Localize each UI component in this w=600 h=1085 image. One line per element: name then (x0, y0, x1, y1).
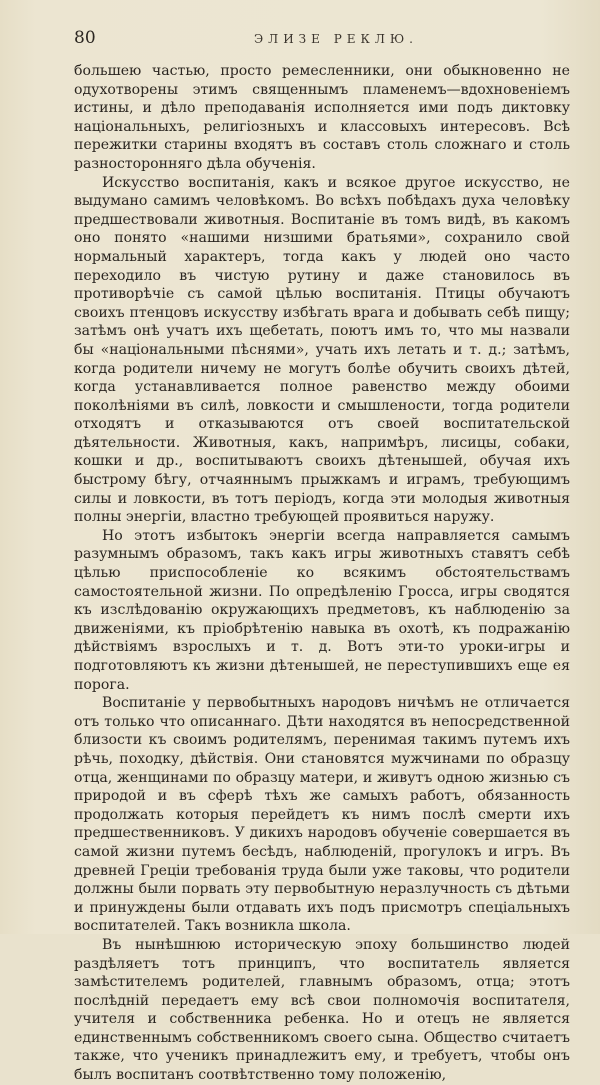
paragraph-art-of-education: Искусство воспитанія, какъ и всякое другое искусство, не выдумано самимъ человѣкомъ. Во всѣхъ побѣдахъ духа человѣку предшествовали животныя. Воспитаніе въ томъ видѣ, въ какомъ оно понято «нашими низшими братьями», сохранило свой нормальный характеръ, тогда какъ у людей оно часто переходило въ чистую рутину и даже становилось въ противорѣчіе съ самой цѣлью воспитанія. Птицы обучаютъ своихъ птенцовъ искусству избѣгать врага и добывать себѣ пищу; затѣмъ онѣ учатъ ихъ щебетать, поютъ имъ то, что мы назвали бы «національными пѣснями», учать ихъ летать и т. д.; затѣмъ, когда родители ничему не могутъ болѣе обучить своихъ дѣтей, когда устанавливается полное равенство между обоими поколѣніями въ силѣ, ловкости и смышлености, тогда родители отходятъ и отказываются отъ своей воспитательской дѣятельности. Животныя, какъ, напримѣръ, лисицы, собаки, кошки и др., воспитываютъ своихъ дѣтенышей, обучая ихъ быстрому бѣгу, отчаяннымъ прыжкамъ и играмъ, требующимъ силы и ловкости, въ тотъ періодъ, когда эти молодыя животныя полны энергіи, властно требующей проявиться наружу. (74, 174, 570, 526)
page-body (74, 62, 570, 1085)
paragraph-primitive-peoples: Воспитаніе у первобытныхъ народовъ ничѣмъ не отличается отъ только что описаннаго. Дѣти находятся въ непосредственной близости къ своимъ родителямъ, перенимая такимъ путемъ ихъ рѣчь, походку, дѣйствія. Они становятся мужчинами по образцу отца, женщинами по образцу матери, и живутъ одною жизнью съ природой и въ сферѣ тѣхъ же самыхъ работъ, обязанность продолжать которыя перейдетъ къ нимъ послѣ смерти ихъ предшественниковъ. У дикихъ народовъ обученіе совершается въ самой жизни путемъ бесѣдъ, наблюденій, прогулокъ и игръ. Въ древней Греціи требованія труда были уже таковы, что родители должны были порвать эту первобытную неразлучность съ дѣтьми и принуждены были отдавать ихъ подъ присмотръ спеціальныхъ воспитателей. Такъ возникла школа. (74, 695, 570, 935)
paragraph-continued: большею частью, просто ремесленники, они обыкновенно не одухотворены этимъ священнымъ пламенемъ—вдохновеніемъ истины, и дѣло преподаванія исполняется ими подъ диктовку національныхъ, религіозныхъ и классовыхъ интересовъ. Всѣ пережитки старины входятъ въ составъ столь сложнаго и столь разносторонняго дѣла обученія. (74, 63, 570, 172)
paragraph-current-epoch: Въ нынѣшнюю историческую эпоху большинство людей раздѣляетъ тотъ принципъ, что воспитатель является замѣстителемъ родителей, главнымъ образомъ, отца; этотъ послѣдній передаетъ ему всѣ свои полномочія воспитателя, учителя и собственника ребенка. Но и отецъ не является единственнымъ собственникомъ своего сына. Общество считаетъ также, что ученикъ принадлежитъ ему, и требуетъ, чтобы онъ былъ воспитанъ соотвѣтственно тому положенію, (74, 936, 570, 1084)
page-number: 80 (74, 28, 96, 48)
paragraph-energy-games: Но этотъ избытокъ энергіи всегда направляется самымъ разумнымъ образомъ, такъ какъ игры животныхъ ставятъ себѣ цѣлью приспособленіе ко всякимъ обстоятельствамъ самостоятельной жизни. По опредѣленію Гросса, игры сводятся къ изслѣдованію окружающихъ предметовъ, къ наблюденію за движеніями, къ пріобрѣтенію навыка въ охотѣ, къ подражанію дѣйствіямъ взрослыхъ и т. д. Вотъ эти-то уроки-игры и подготовляютъ къ жизни дѣтенышей, не переступившихъ еще ея порога. (74, 527, 570, 693)
running-title: ЭЛИЗЕ РЕКЛЮ. (254, 32, 418, 46)
page-header (74, 28, 570, 52)
